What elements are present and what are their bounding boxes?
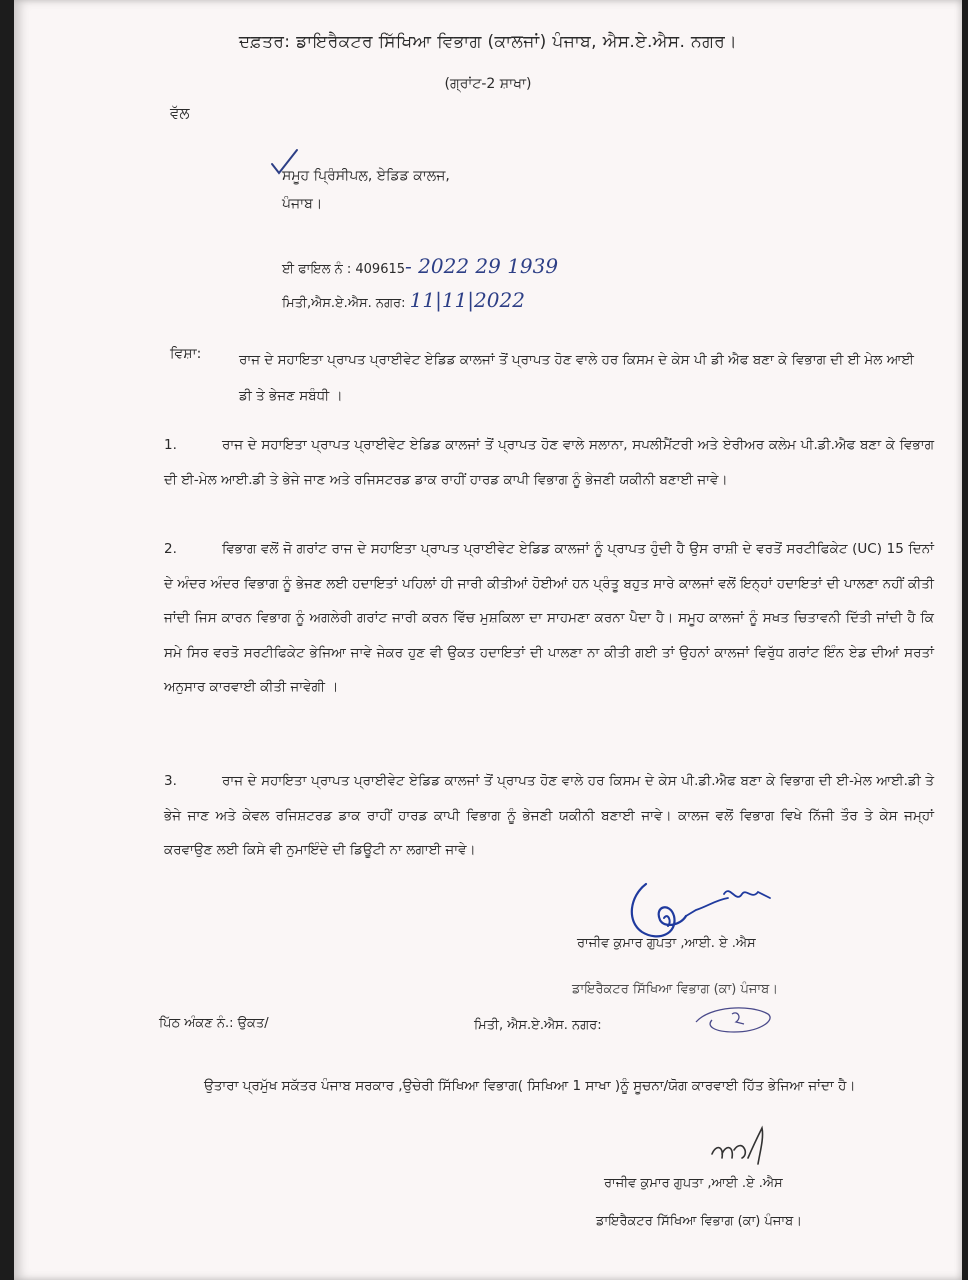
copy-forward-text: ਉਤਾਰਾ ਪ੍ਰਮੁੱਖ ਸਕੱਤਰ ਪੰਜਾਬ ਸਰਕਾਰ ,ਉਚੇਰੀ ਸਿੱਖਿਆ ਵਿਭਾਗ( ਸਿਖਿਆ 1 ਸਾਖਾ )ਨੂੰ ਸੂਚਨਾ/ਯੋਗ ਕਾਰਵਾਈ ਹਿੱਤ ਭੇਜਿਆ ਜਾਂਦਾ ਹੈ।	[204, 1078, 856, 1094]
efile-number	[282, 254, 558, 278]
addressee-line-1: ਸਮੂਹ ਪ੍ਰਿੰਸੀਪਲ, ਏਡਿਡ ਕਾਲਜ,	[282, 168, 450, 184]
paragraph-2	[164, 532, 934, 705]
addressee-line-2: ਪੰਜਾਬ।	[282, 196, 323, 212]
letter-page	[14, 0, 962, 1280]
paragraph-3	[164, 764, 934, 868]
paragraph-1	[164, 428, 934, 497]
subject-label: ਵਿਸ਼ਾ:	[170, 346, 202, 362]
letter-date	[282, 288, 525, 312]
paragraph-number: 2.	[164, 541, 177, 557]
paragraph-text: ਵਿਭਾਗ ਵਲੋਂ ਜੋ ਗਰਾਂਟ ਰਾਜ ਦੇ ਸਹਾਇਤਾ ਪ੍ਰਾਪਤ ਪ੍ਰਾਈਵੇਟ ਏਡਿਡ ਕਾਲਜਾਂ ਨੂੰ ਪ੍ਰਾਪਤ ਹੁੰਦੀ ਹੈ ਉਸ ਰਾਸ਼ੀ ਦੇ ਵਰਤੋਂ ਸਰਟੀਫਿਕੇਟ (UC) 15 ਦਿਨਾਂ ਦੇ ਅੰਦਰ ਅੰਦਰ ਵਿਭਾਗ ਨੂੰ ਭੇਜਣ ਲਈ ਹਦਾਇਤਾਂ ਪਹਿਲਾਂ ਹੀ ਜਾਰੀ ਕੀਤੀਆਂ ਹੋਈਆਂ ਹਨ ਪ੍ਰੰਤੂ ਬਹੁਤ ਸਾਰੇ ਕਾਲਜਾਂ ਵਲੋਂ ਇਨ੍ਹਾਂ ਹਦਾਇਤਾਂ ਦੀ ਪਾਲਣਾ ਨਹੀਂ ਕੀਤੀ ਜਾਂਦੀ ਜਿਸ ਕਾਰਨ ਵਿਭਾਗ ਨੂੰ ਅਗਲੇਰੀ ਗਰਾਂਟ ਜਾਰੀ ਕਰਨ ਵਿੱਚ ਮੁਸ਼ਕਿਲਾ ਦਾ ਸਾਹਮਣਾ ਕਰਨਾ ਪੈਦਾ ਹੈ। ਸਮੂਹ ਕਾਲਜਾਂ ਨੂੰ ਸਖਤ ਚਿਤਾਵਨੀ ਦਿੱਤੀ ਜਾਂਦੀ ਹੈ ਕਿ ਸਮੇ ਸਿਰ ਵਰਤੋ ਸਰਟੀਫਿਕੇਟ ਭੇਜਿਆ ਜਾਵੇ ਜੇਕਰ ਹੁਣ ਵੀ ਉਕਤ ਹਦਾਇਤਾਂ ਦੀ ਪਾਲਣਾ ਨਾ ਕੀਤੀ ਗਈ ਤਾਂ ਉਹਨਾਂ ਕਾਲਜਾਂ ਵਿਰੁੱਧ ਗਰਾਂਟ ਇੰਨ ਏਡ ਦੀਆਂ ਸਰਤਾਂ ਅਨੁਸਾਰ ਕਾਰਵਾਈ ਕੀਤੀ ਜਾਵੇਗੀ ।	[164, 541, 934, 695]
signatory-designation: ਡਾਇਰੈਕਟਰ ਸਿੱਖਿਆ ਵਿਭਾਗ (ਕਾ) ਪੰਜਾਬ।	[572, 982, 778, 997]
endorsement-date: ਮਿਤੀ, ਐਸ.ਏ.ਐਸ. ਨਗਰ:	[474, 1018, 602, 1033]
paragraph-number: 1.	[164, 437, 177, 453]
branch-label: (ਗ੍ਰਾਂਟ-2 ਸ਼ਾਖਾ)	[444, 76, 532, 92]
paragraph-text: ਰਾਜ ਦੇ ਸਹਾਇਤਾ ਪ੍ਰਾਪਤ ਪ੍ਰਾਈਵੇਟ ਏਡਿਡ ਕਾਲਜਾਂ ਤੋਂ ਪ੍ਰਾਪਤ ਹੋਣ ਵਾਲੇ ਹਰ ਕਿਸਮ ਦੇ ਕੇਸ ਪੀ.ਡੀ.ਐਫ ਬਣਾ ਕੇ ਵਿਭਾਗ ਦੀ ਈ-ਮੇਲ ਆਈ.ਡੀ ਤੇ ਭੇਜੇ ਜਾਣ ਅਤੇ ਕੇਵਲ ਰਜਿਸ਼ਟਰਡ ਡਾਕ ਰਾਹੀਂ ਹਾਰਡ ਕਾਪੀ ਵਿਭਾਗ ਨੂੰ ਭੇਜਣੀ ਯਕੀਨੀ ਬਣਾਈ ਜਾਵੇ। ਕਾਲਜ ਵਲੋਂ ਵਿਭਾਗ ਵਿਖੇ ਨਿੱਜੀ ਤੌਰ ਤੇ ਕੇਸ ਜਮ੍ਹਾਂ ਕਰਵਾਉਣ ਲਈ ਕਿਸੇ ਵੀ ਨੁਮਾਇੰਦੇ ਦੀ ਡਿਊਟੀ ਨਾ ਲਗਾਈ ਜਾਵੇ।	[164, 773, 934, 858]
signatory-name: ਰਾਜੀਵ ਕੁਮਾਰ ਗੁਪਤਾ ,ਆਈ. ਏ .ਐਸ	[577, 936, 756, 951]
date-label: ਮਿਤੀ,ਐਸ.ਏ.ਐਸ. ਨਗਰ:	[282, 296, 406, 311]
office-heading: ਦਫ਼ਤਰ: ਡਾਇਰੈਕਟਰ ਸਿੱਖਿਆ ਵਿਭਾਗ (ਕਾਲਜਾਂ) ਪੰਜਾਬ, ਐਸ.ਏ.ਐਸ. ਨਗਰ।	[238, 32, 738, 52]
copy-forward-note	[144, 1066, 904, 1106]
efile-handwritten: - 2022 29 1939	[405, 254, 559, 278]
second-signatory-designation: ਡਾਇਰੈਕਟਰ ਸਿੱਖਿਆ ਵਿਭਾਗ (ਕਾ) ਪੰਜਾਬ।	[596, 1214, 802, 1229]
paragraph-text: ਰਾਜ ਦੇ ਸਹਾਇਤਾ ਪ੍ਰਾਪਤ ਪ੍ਰਾਈਵੇਟ ਏਡਿਡ ਕਾਲਜਾਂ ਤੋਂ ਪ੍ਰਾਪਤ ਹੋਣ ਵਾਲੇ ਸਲਾਨਾ, ਸਪਲੀਮੈਂਟਰੀ ਅਤੇ ਏਰੀਅਰ ਕਲੇਮ ਪੀ.ਡੀ.ਐਫ ਬਣਾ ਕੇ ਵਿਭਾਗ ਦੀ ਈ-ਮੇਲ ਆਈ.ਡੀ ਤੇ ਭੇਜੇ ਜਾਣ ਅਤੇ ਰਜਿਸਟਰਡ ਡਾਕ ਰਾਹੀਂ ਹਾਰਡ ਕਾਪੀ ਵਿਭਾਗ ਨੂੰ ਭੇਜਣੀ ਯਕੀਨੀ ਬਣਾਈ ਜਾਵੇ।	[164, 437, 934, 488]
second-signature-scribble	[704, 1124, 784, 1174]
efile-label: ਈ ਫਾਇਲ ਨੰ : 409615	[282, 262, 406, 277]
to-label: ਵੱਲ	[170, 104, 190, 122]
subject-text: ਰਾਜ ਦੇ ਸਹਾਇਤਾ ਪ੍ਰਾਪਤ ਪ੍ਰਾਈਵੇਟ ਏਡਿਡ ਕਾਲਜਾਂ ਤੋਂ ਪ੍ਰਾਪਤ ਹੋਣ ਵਾਲੇ ਹਰ ਕਿਸਮ ਦੇ ਕੇਸ ਪੀ ਡੀ ਐਫ ਬਣਾ ਕੇ ਵਿਭਾਗ ਦੀ ਈ ਮੇਲ ਆਈ ਡੀ ਤੇ ਭੇਜਣ ਸਬੰਧੀ ।	[239, 352, 914, 404]
second-signatory-name: ਰਾਜੀਵ ਕੁਮਾਰ ਗੁਪਤਾ ,ਆਈ .ਏ .ਐਸ	[604, 1176, 783, 1191]
paragraph-number: 3.	[164, 773, 177, 789]
endorsement-number: ਪਿੱਠ ਅੰਕਣ ਨੰ.: ਉਕਤ/	[159, 1016, 269, 1031]
date-handwritten: 11|11|2022	[409, 288, 525, 312]
initials-scribble	[690, 1000, 780, 1040]
